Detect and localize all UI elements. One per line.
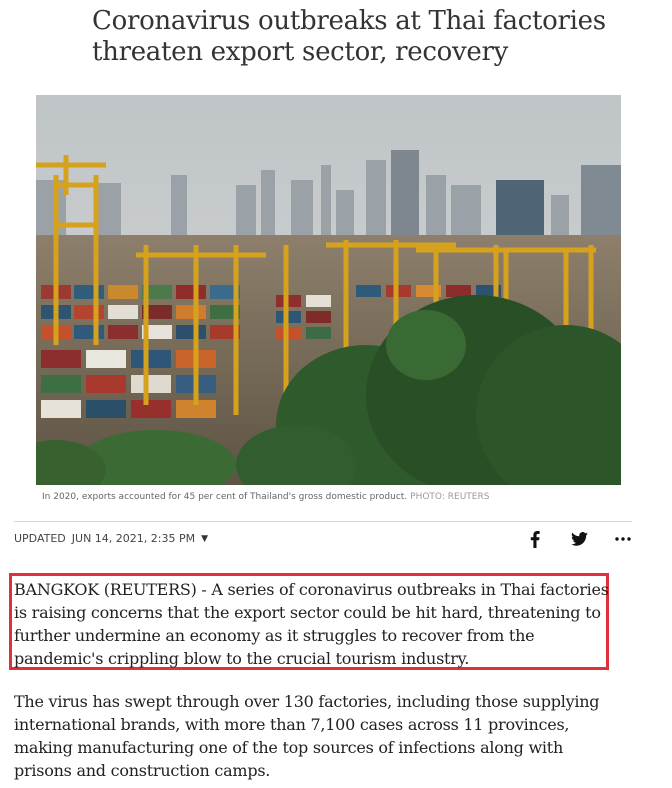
updated-timestamp	[14, 532, 208, 545]
caption-text: In 2020, exports accounted for 45 per cent of Thailand's gross domestic product.	[42, 492, 408, 502]
article-photo	[36, 95, 621, 485]
image-caption	[42, 492, 622, 502]
more-icon[interactable]	[614, 529, 632, 549]
paragraph-body: The virus has swept through over 130 factories, including those supplying international brands, with more than 7,100 cases across 11 provinces, making manufacturing one of the top sources of infections along with prisons and construction camps.	[14, 692, 600, 780]
port-city-illustration	[36, 95, 621, 485]
photo-credit: PHOTO: REUTERS	[410, 492, 490, 502]
facebook-icon[interactable]	[526, 529, 544, 549]
divider	[14, 521, 632, 522]
paragraph-lead: BANGKOK (REUTERS) - A series of coronavirus outbreaks in Thai factories is raising concerns that the export sector could be hit hard, threatening to further undermine an economy as it struggles to recover from the pandemic's crippling blow to the crucial tourism industry.	[14, 580, 609, 668]
share-bar	[526, 529, 632, 549]
updated-label: UPDATED	[14, 532, 66, 545]
updated-time: JUN 14, 2021, 2:35 PM	[71, 532, 196, 545]
chevron-down-icon[interactable]: ▼	[201, 533, 209, 544]
headline: Coronavirus outbreaks at Thai factories threaten export sector, recovery	[92, 6, 606, 67]
twitter-icon[interactable]	[570, 529, 588, 549]
